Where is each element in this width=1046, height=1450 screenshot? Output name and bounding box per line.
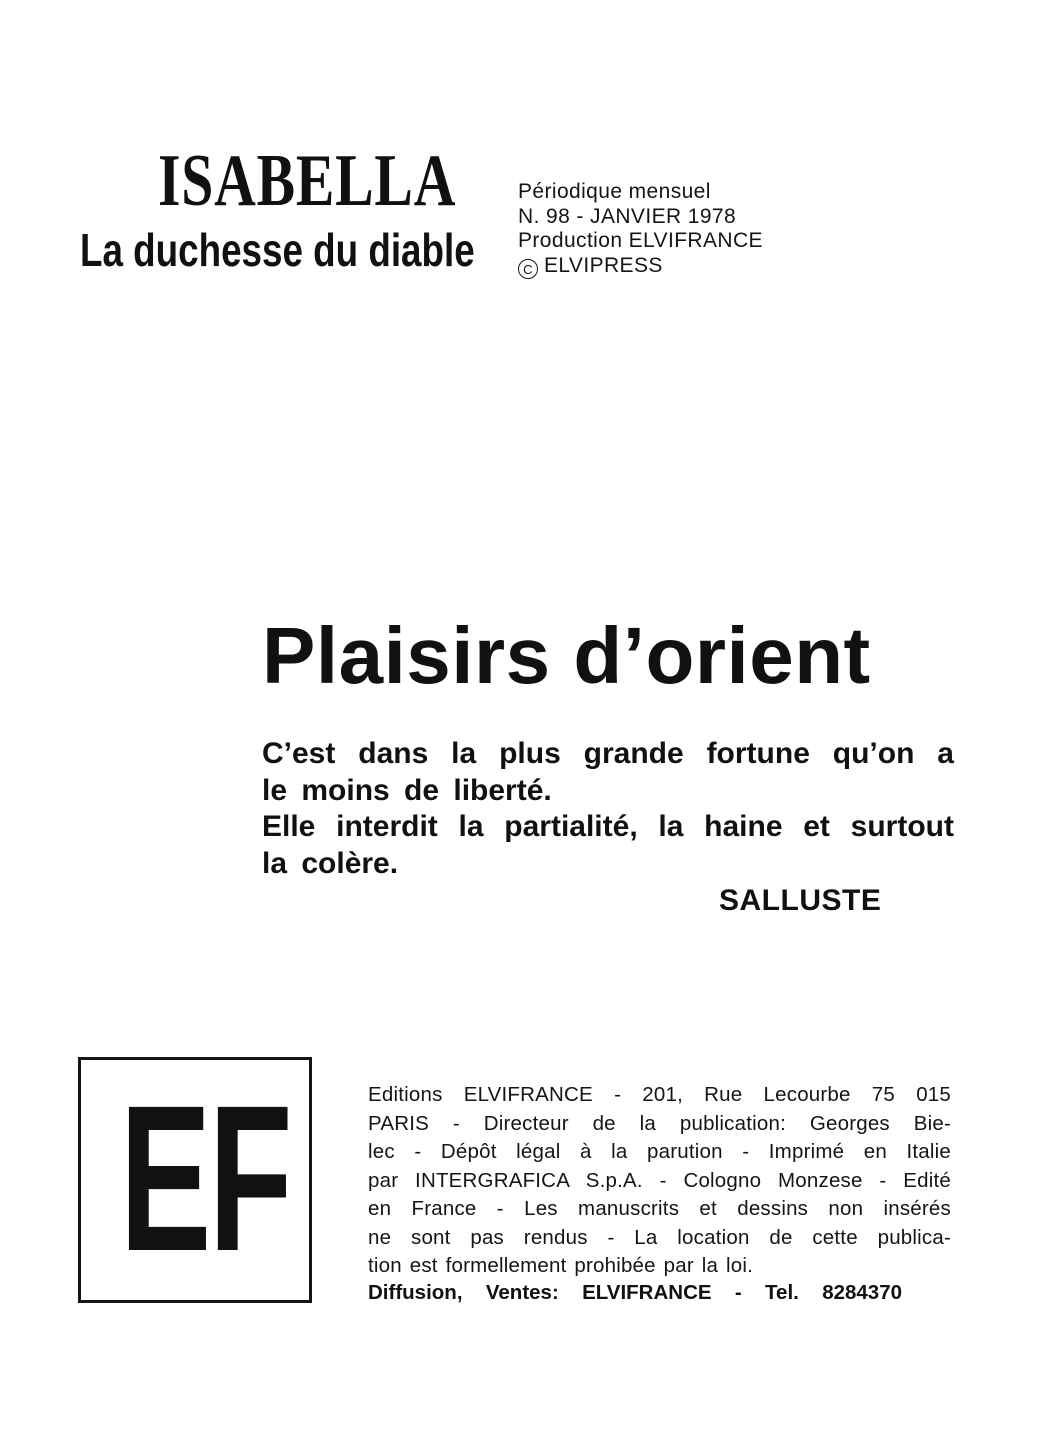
production-text: Production ELVIFRANCE (518, 229, 763, 252)
publisher-logo-letters: EF (119, 1063, 290, 1295)
colophon-line: PARIS - Directeur de la publication: Georges Bie- (368, 1111, 951, 1135)
colophon (368, 1081, 951, 1281)
colophon-line: lec - Dépôt légal à la parution - Imprimé en Italie (368, 1140, 951, 1163)
distribution-line: Diffusion, Ventes: ELVIFRANCE - Tel. 8284370 (368, 1281, 902, 1304)
epigraph-line-4: la colère. (262, 846, 399, 880)
publisher-logo (78, 1057, 312, 1303)
colophon-line: par INTERGRAFICA S.p.A. - Cologno Monzese - Edité (368, 1168, 951, 1192)
story-title: Plaisirs d’orient (262, 611, 871, 700)
colophon-line: tion est formellement prohibée par la loi. (368, 1254, 754, 1277)
colophon-line: ne sont pas rendus - La location de cette publica- (368, 1225, 951, 1249)
copyright-icon: C (518, 259, 538, 279)
issue-number-text: N. 98 - JANVIER 1978 (518, 204, 737, 228)
series-subtitle: La duchesse du diable (80, 224, 475, 276)
epigraph-author: SALLUSTE (719, 884, 882, 917)
epigraph (262, 736, 954, 882)
epigraph-line-1: C’est dans la plus grande fortune qu’on a (262, 737, 954, 770)
copyright-line (518, 254, 763, 279)
epigraph-line-3: Elle interdit la partialité, la haine et surtout (262, 810, 954, 843)
copyright-holder: ELVIPRESS (544, 253, 663, 277)
epigraph-line-2: le moins de liberté. (262, 773, 552, 807)
series-title: ISABELLA (158, 140, 457, 222)
colophon-line: en France - Les manuscrits et dessins non insérés (368, 1197, 951, 1220)
issue-info (518, 180, 763, 279)
periodicity-text: Périodique mensuel (518, 180, 711, 203)
colophon-line: Editions ELVIFRANCE - 201, Rue Lecourbe 75 015 (368, 1083, 951, 1106)
